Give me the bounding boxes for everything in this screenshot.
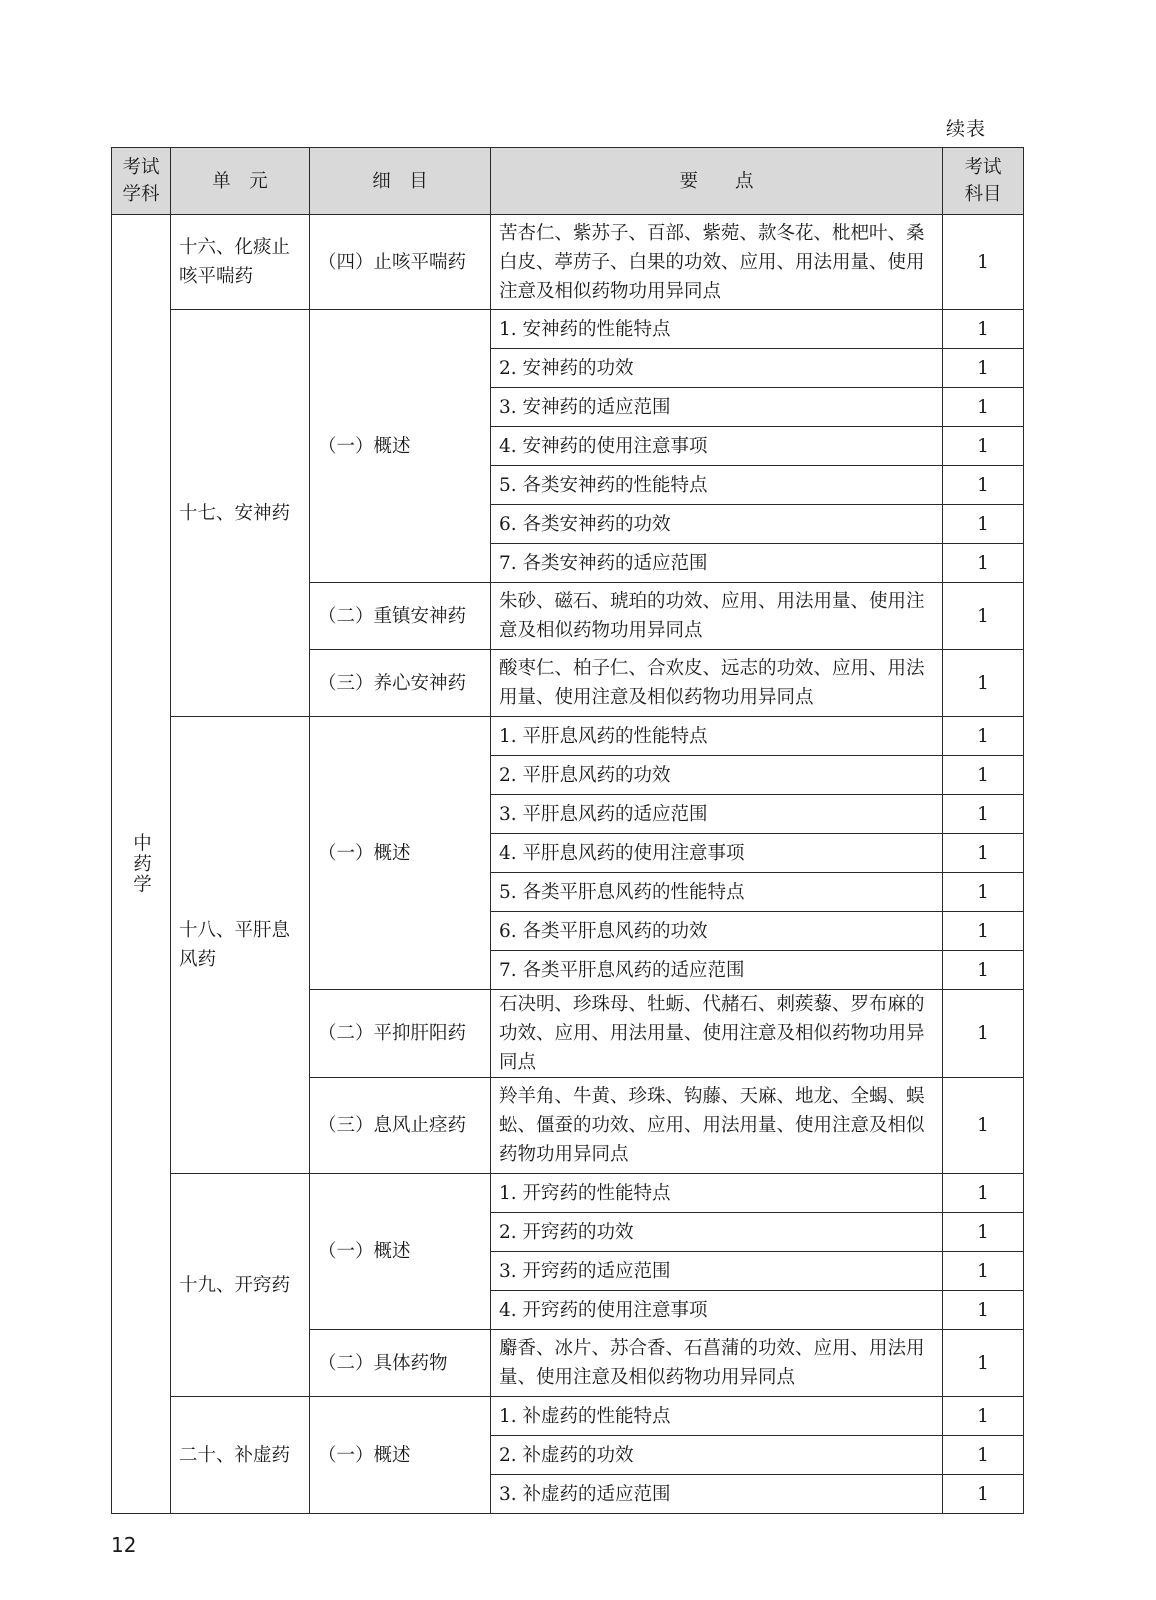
exam-count-cell: 1 <box>943 1397 1024 1436</box>
exam-count-cell: 1 <box>943 795 1024 834</box>
unit-cell: 十八、平肝息风药 <box>171 717 310 1174</box>
key-point-cell: 7. 各类平肝息风药的适应范围 <box>491 951 943 990</box>
exam-count-cell: 1 <box>943 505 1024 544</box>
exam-count-cell: 1 <box>943 1078 1024 1174</box>
exam-count-cell: 1 <box>943 1291 1024 1330</box>
detail-cell: （三）息风止痉药 <box>310 1078 491 1174</box>
key-point-cell: 朱砂、磁石、琥珀的功效、应用、用法用量、使用注意及相似药物功用异同点 <box>491 583 943 650</box>
exam-count-cell: 1 <box>943 756 1024 795</box>
header-detail: 细 目 <box>310 148 491 215</box>
key-point-cell: 2. 平肝息风药的功效 <box>491 756 943 795</box>
table-row <box>112 215 1024 310</box>
detail-cell: （一）概述 <box>310 717 491 990</box>
key-point-cell: 3. 补虚药的适应范围 <box>491 1475 943 1514</box>
header-key-points: 要 点 <box>491 148 943 215</box>
key-point-cell: 2. 补虚药的功效 <box>491 1436 943 1475</box>
detail-cell: （四）止咳平喘药 <box>310 215 491 310</box>
detail-cell: （二）具体药物 <box>310 1330 491 1397</box>
continued-table-label: 续表 <box>946 118 987 140</box>
key-point-cell: 4. 开窍药的使用注意事项 <box>491 1291 943 1330</box>
subject-cell: 中药学 <box>112 215 171 1514</box>
table-row <box>112 1174 1024 1213</box>
header-exam-subject: 考试 科目 <box>943 148 1024 215</box>
key-point-cell: 1. 平肝息风药的性能特点 <box>491 717 943 756</box>
exam-count-cell: 1 <box>943 466 1024 505</box>
detail-cell: （一）概述 <box>310 1397 491 1514</box>
key-point-cell: 麝香、冰片、苏合香、石菖蒲的功效、应用、用法用量、使用注意及相似药物功用异同点 <box>491 1330 943 1397</box>
exam-count-cell: 1 <box>943 990 1024 1078</box>
key-point-cell: 6. 各类安神药的功效 <box>491 505 943 544</box>
key-point-cell: 3. 开窍药的适应范围 <box>491 1252 943 1291</box>
exam-count-cell: 1 <box>943 873 1024 912</box>
detail-cell: （二）平抑肝阳药 <box>310 990 491 1078</box>
exam-count-cell: 1 <box>943 650 1024 717</box>
detail-cell: （一）概述 <box>310 1174 491 1330</box>
detail-cell: （一）概述 <box>310 310 491 583</box>
key-point-cell: 石决明、珍珠母、牡蛎、代赭石、刺蒺藜、罗布麻的功效、应用、用法用量、使用注意及相似药物功用异同点 <box>491 990 943 1078</box>
header-unit: 单 元 <box>171 148 310 215</box>
key-point-cell: 5. 各类安神药的性能特点 <box>491 466 943 505</box>
key-point-cell: 3. 安神药的适应范围 <box>491 388 943 427</box>
unit-cell: 十六、化痰止咳平喘药 <box>171 215 310 310</box>
unit-cell: 二十、补虚药 <box>171 1397 310 1514</box>
exam-count-cell: 1 <box>943 717 1024 756</box>
exam-count-cell: 1 <box>943 583 1024 650</box>
exam-count-cell: 1 <box>943 1252 1024 1291</box>
exam-count-cell: 1 <box>943 1213 1024 1252</box>
table-row <box>112 1397 1024 1436</box>
key-point-cell: 酸枣仁、柏子仁、合欢皮、远志的功效、应用、用法用量、使用注意及相似药物功用异同点 <box>491 650 943 717</box>
key-point-cell: 3. 平肝息风药的适应范围 <box>491 795 943 834</box>
key-point-cell: 4. 平肝息风药的使用注意事项 <box>491 834 943 873</box>
key-point-cell: 2. 开窍药的功效 <box>491 1213 943 1252</box>
table-row <box>112 717 1024 756</box>
key-point-cell: 2. 安神药的功效 <box>491 349 943 388</box>
exam-count-cell: 1 <box>943 215 1024 310</box>
unit-cell: 十九、开窍药 <box>171 1174 310 1397</box>
key-point-cell: 1. 开窍药的性能特点 <box>491 1174 943 1213</box>
exam-count-cell: 1 <box>943 1174 1024 1213</box>
exam-count-cell: 1 <box>943 1330 1024 1397</box>
key-point-cell: 6. 各类平肝息风药的功效 <box>491 912 943 951</box>
exam-count-cell: 1 <box>943 427 1024 466</box>
detail-cell: （三）养心安神药 <box>310 650 491 717</box>
unit-cell: 十七、安神药 <box>171 310 310 717</box>
syllabus-table <box>111 147 1024 1514</box>
key-point-cell: 1. 安神药的性能特点 <box>491 310 943 349</box>
exam-count-cell: 1 <box>943 388 1024 427</box>
key-point-cell: 羚羊角、牛黄、珍珠、钩藤、天麻、地龙、全蝎、蜈蚣、僵蚕的功效、应用、用法用量、使用注意及相似药物功用异同点 <box>491 1078 943 1174</box>
key-point-cell: 苦杏仁、紫苏子、百部、紫菀、款冬花、枇杷叶、桑白皮、葶苈子、白果的功效、应用、用法用量、使用注意及相似药物功用异同点 <box>491 215 943 310</box>
key-point-cell: 7. 各类安神药的适应范围 <box>491 544 943 583</box>
exam-count-cell: 1 <box>943 912 1024 951</box>
exam-count-cell: 1 <box>943 349 1024 388</box>
exam-count-cell: 1 <box>943 544 1024 583</box>
exam-count-cell: 1 <box>943 310 1024 349</box>
detail-cell: （二）重镇安神药 <box>310 583 491 650</box>
exam-count-cell: 1 <box>943 1436 1024 1475</box>
table-row <box>112 310 1024 349</box>
exam-count-cell: 1 <box>943 1475 1024 1514</box>
table-header-row <box>112 148 1024 215</box>
exam-count-cell: 1 <box>943 951 1024 990</box>
key-point-cell: 4. 安神药的使用注意事项 <box>491 427 943 466</box>
exam-count-cell: 1 <box>943 834 1024 873</box>
header-subject: 考试 学科 <box>112 148 171 215</box>
key-point-cell: 1. 补虚药的性能特点 <box>491 1397 943 1436</box>
page-number: 12 <box>111 1533 137 1557</box>
key-point-cell: 5. 各类平肝息风药的性能特点 <box>491 873 943 912</box>
